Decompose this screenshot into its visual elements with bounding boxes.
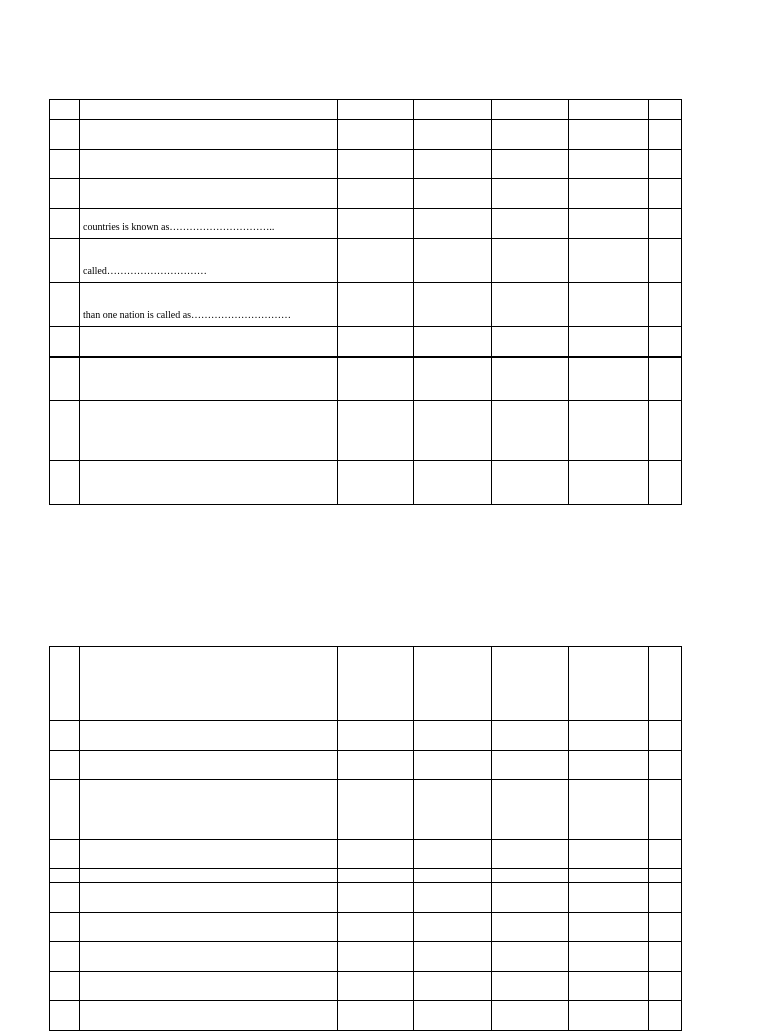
question-text: [80, 352, 337, 356]
number-cell: [50, 100, 80, 120]
question-table-2: [49, 646, 682, 1031]
option-c-cell: [492, 120, 569, 150]
question-cell: [80, 100, 338, 120]
answer-cell: [649, 972, 682, 1001]
answer-cell: [649, 239, 682, 283]
option-b-cell: [414, 461, 492, 505]
table-row: [50, 721, 682, 751]
option-c-cell: [492, 840, 569, 869]
answer-cell: [649, 179, 682, 209]
number-cell: [50, 869, 80, 883]
table-row: [50, 883, 682, 913]
option-b-cell: [414, 100, 492, 120]
option-c-cell: [492, 461, 569, 505]
answer-cell: [649, 721, 682, 751]
option-c-cell: [492, 869, 569, 883]
option-c-cell: [492, 179, 569, 209]
option-a-cell: [338, 1001, 414, 1031]
table-row: [50, 972, 682, 1001]
answer-cell: [649, 780, 682, 840]
number-cell: [50, 461, 80, 505]
option-d-cell: [569, 883, 649, 913]
option-c-cell: [492, 401, 569, 461]
number-cell: [50, 751, 80, 780]
option-c-cell: [492, 1001, 569, 1031]
option-d-cell: [569, 972, 649, 1001]
option-a-cell: [338, 972, 414, 1001]
question-cell: [80, 840, 338, 869]
question-text: called…………………………: [83, 266, 207, 277]
table-row: [50, 239, 682, 283]
option-a-cell: [338, 283, 414, 327]
option-d-cell: [569, 869, 649, 883]
table-row: [50, 120, 682, 150]
answer-cell: [649, 209, 682, 239]
option-d-cell: [569, 179, 649, 209]
number-cell: [50, 721, 80, 751]
number-cell: [50, 780, 80, 840]
question-text: [80, 864, 337, 868]
option-b-cell: [414, 942, 492, 972]
number-cell: [50, 401, 80, 461]
question-cell: [80, 357, 338, 401]
question-cell: [80, 883, 338, 913]
option-a-cell: [338, 239, 414, 283]
option-c-cell: [492, 357, 569, 401]
question-text: [80, 500, 337, 504]
number-cell: [50, 913, 80, 942]
option-d-cell: [569, 721, 649, 751]
table-row: [50, 100, 682, 120]
answer-cell: [649, 751, 682, 780]
answer-cell: [649, 283, 682, 327]
table-row: [50, 1001, 682, 1031]
option-a-cell: [338, 751, 414, 780]
option-b-cell: [414, 913, 492, 942]
table-row: [50, 869, 682, 883]
number-cell: [50, 840, 80, 869]
question-text: [80, 716, 337, 720]
question-cell: [80, 461, 338, 505]
option-a-cell: [338, 120, 414, 150]
question-cell: [80, 239, 338, 283]
table-row: [50, 840, 682, 869]
question-cell: [80, 913, 338, 942]
question-cell: [80, 1001, 338, 1031]
table-row: [50, 647, 682, 721]
table-row: [50, 283, 682, 327]
option-d-cell: [569, 100, 649, 120]
answer-cell: [649, 942, 682, 972]
option-d-cell: [569, 647, 649, 721]
option-b-cell: [414, 883, 492, 913]
question-cell: [80, 780, 338, 840]
option-a-cell: [338, 179, 414, 209]
option-a-cell: [338, 869, 414, 883]
table-row: [50, 150, 682, 179]
option-c-cell: [492, 751, 569, 780]
option-a-cell: [338, 327, 414, 357]
answer-cell: [649, 840, 682, 869]
option-a-cell: [338, 209, 414, 239]
option-c-cell: [492, 239, 569, 283]
option-b-cell: [414, 840, 492, 869]
table-row: [50, 461, 682, 505]
option-c-cell: [492, 721, 569, 751]
answer-cell: [649, 647, 682, 721]
option-d-cell: [569, 1001, 649, 1031]
answer-cell: [649, 883, 682, 913]
number-cell: [50, 120, 80, 150]
option-d-cell: [569, 150, 649, 179]
option-a-cell: [338, 461, 414, 505]
option-c-cell: [492, 283, 569, 327]
option-d-cell: [569, 751, 649, 780]
number-cell: [50, 883, 80, 913]
question-text: [80, 396, 337, 400]
option-a-cell: [338, 357, 414, 401]
question-text: [80, 746, 337, 750]
option-b-cell: [414, 1001, 492, 1031]
question-text: [80, 775, 337, 779]
question-text: [80, 967, 337, 971]
question-cell: [80, 209, 338, 239]
option-b-cell: [414, 283, 492, 327]
option-c-cell: [492, 327, 569, 357]
table-row: [50, 913, 682, 942]
question-cell: [80, 869, 338, 883]
question-text: [80, 878, 337, 882]
option-d-cell: [569, 357, 649, 401]
option-c-cell: [492, 972, 569, 1001]
question-text: [80, 456, 337, 460]
option-b-cell: [414, 401, 492, 461]
question-text: [80, 996, 337, 1000]
option-d-cell: [569, 209, 649, 239]
answer-cell: [649, 100, 682, 120]
option-b-cell: [414, 647, 492, 721]
option-b-cell: [414, 327, 492, 357]
option-b-cell: [414, 751, 492, 780]
question-cell: [80, 327, 338, 357]
table-row: [50, 751, 682, 780]
question-text: [80, 937, 337, 941]
question-cell: [80, 942, 338, 972]
option-a-cell: [338, 942, 414, 972]
option-c-cell: [492, 150, 569, 179]
question-cell: [80, 150, 338, 179]
option-b-cell: [414, 239, 492, 283]
question-text: than one nation is called as…………………………: [83, 310, 292, 321]
question-text: countries is known as…………………………..: [83, 222, 275, 233]
table-row: [50, 780, 682, 840]
option-b-cell: [414, 209, 492, 239]
option-a-cell: [338, 721, 414, 751]
table-row: [50, 209, 682, 239]
number-cell: [50, 357, 80, 401]
number-cell: [50, 150, 80, 179]
table-row: [50, 179, 682, 209]
question-text: [80, 174, 337, 178]
question-cell: [80, 751, 338, 780]
number-cell: [50, 1001, 80, 1031]
question-cell: [80, 972, 338, 1001]
number-cell: [50, 179, 80, 209]
option-d-cell: [569, 913, 649, 942]
option-a-cell: [338, 840, 414, 869]
option-b-cell: [414, 357, 492, 401]
option-d-cell: [569, 239, 649, 283]
number-cell: [50, 942, 80, 972]
number-cell: [50, 283, 80, 327]
option-a-cell: [338, 883, 414, 913]
option-c-cell: [492, 209, 569, 239]
option-c-cell: [492, 942, 569, 972]
option-b-cell: [414, 780, 492, 840]
question-text: [80, 115, 337, 119]
table-row: [50, 942, 682, 972]
answer-cell: [649, 327, 682, 357]
answer-cell: [649, 150, 682, 179]
number-cell: [50, 972, 80, 1001]
table-row: [50, 327, 682, 357]
question-cell: [80, 120, 338, 150]
question-cell: [80, 647, 338, 721]
question-text: [80, 835, 337, 839]
option-d-cell: [569, 283, 649, 327]
question-cell: [80, 283, 338, 327]
option-d-cell: [569, 327, 649, 357]
option-a-cell: [338, 780, 414, 840]
option-c-cell: [492, 883, 569, 913]
option-c-cell: [492, 913, 569, 942]
number-cell: [50, 327, 80, 357]
option-b-cell: [414, 150, 492, 179]
option-b-cell: [414, 721, 492, 751]
answer-cell: [649, 1001, 682, 1031]
number-cell: [50, 647, 80, 721]
question-cell: [80, 721, 338, 751]
answer-cell: [649, 461, 682, 505]
option-b-cell: [414, 120, 492, 150]
question-table-1: [49, 99, 682, 505]
answer-cell: [649, 913, 682, 942]
option-b-cell: [414, 972, 492, 1001]
option-c-cell: [492, 780, 569, 840]
option-c-cell: [492, 647, 569, 721]
option-a-cell: [338, 401, 414, 461]
question-cell: [80, 179, 338, 209]
number-cell: [50, 209, 80, 239]
question-text: [80, 908, 337, 912]
option-a-cell: [338, 150, 414, 179]
option-a-cell: [338, 913, 414, 942]
question-text: [80, 1026, 337, 1030]
number-cell: [50, 239, 80, 283]
option-c-cell: [492, 100, 569, 120]
option-d-cell: [569, 120, 649, 150]
answer-cell: [649, 357, 682, 401]
answer-cell: [649, 401, 682, 461]
option-b-cell: [414, 869, 492, 883]
option-d-cell: [569, 840, 649, 869]
question-cell: [80, 401, 338, 461]
option-d-cell: [569, 401, 649, 461]
table-row: [50, 357, 682, 401]
option-d-cell: [569, 461, 649, 505]
option-b-cell: [414, 179, 492, 209]
table-row: [50, 401, 682, 461]
option-a-cell: [338, 100, 414, 120]
answer-cell: [649, 869, 682, 883]
option-d-cell: [569, 942, 649, 972]
answer-cell: [649, 120, 682, 150]
option-a-cell: [338, 647, 414, 721]
option-d-cell: [569, 780, 649, 840]
question-text: [80, 145, 337, 149]
question-text: [80, 204, 337, 208]
